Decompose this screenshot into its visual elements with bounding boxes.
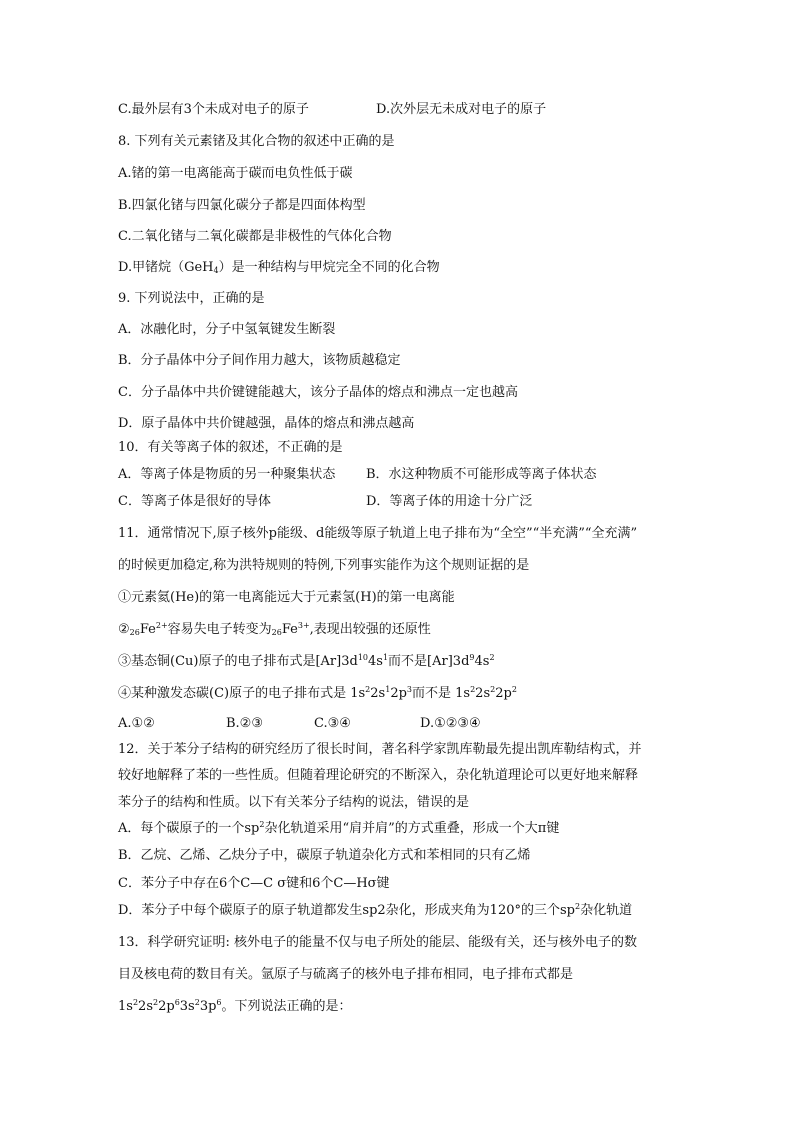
q12-option-c: C．苯分子中存在6个C—C σ键和6个C—Hσ键: [118, 876, 390, 891]
q13-stem-line1: 13．科学研究证明: 核外电子的能量不仅与电子所处的能层、能级有关，还与核外电子的数: [118, 935, 638, 950]
q11-stem-line2: 的时候更加稳定,称为洪特规则的特例,下列事实能作为这个规则证据的是: [118, 558, 530, 573]
q9-option-c: C．分子晶体中共价键键能越大，该分子晶体的熔点和沸点一定也越高: [118, 385, 518, 400]
q10-option-b: B．水这种物质不可能形成等离子体状态: [366, 467, 597, 482]
q11-stem-line1: 11．通常情况下,原子核外p能级、d能级等原子轨道上电子排布为“全空”“半充满”“全充满”: [118, 526, 638, 541]
q11-item-2: $②_{26}Fe^{2+}$容易失电子转变为$_{26}Fe^{3+}$,表现出较强的还原性: [118, 621, 431, 637]
q8-option-c: C.二氧化锗与二氧化碳都是非极性的气体化合物: [118, 229, 392, 244]
q8-option-a: A.锗的第一电离能高于碳而电负性低于碳: [118, 166, 353, 181]
q12-option-d: D．苯分子中每个碳原子的原子轨道都发生sp2杂化，形成夹角为120°的三个$sp^2$杂化轨道: [118, 902, 633, 918]
q9-option-d: D．原子晶体中共价键越强，晶体的熔点和沸点越高: [118, 416, 415, 431]
q9-option-a: A．冰融化时，分子中氢氧键发生断裂: [118, 322, 336, 337]
q11-item-1: ①元素氦(He)的第一电离能远大于元素氢(H)的第一电离能: [118, 590, 455, 605]
q8-stem: 8. 下列有关元素锗及其化合物的叙述中正确的是: [118, 134, 395, 149]
q11-options: [118, 714, 481, 734]
q10-option-a: A．等离子体是物质的另一种聚集状态: [118, 467, 336, 482]
q12-option-a: A．每个碳原子的一个$sp^2$杂化轨道采用“肩并肩”的方式重叠，形成一个大π键: [118, 820, 560, 836]
q11-option-c: C.③④: [314, 716, 351, 731]
q7-option-c: C.最外层有3个未成对电子的原子: [118, 102, 309, 117]
q8-option-b: B.四氯化锗与四氯化碳分子都是四面体构型: [118, 198, 366, 213]
q12-stem-line3: 苯分子的结构和性质。以下有关苯分子结构的说法，错误的是: [118, 795, 470, 810]
q10-options-cd: [118, 492, 533, 512]
q9-stem: 9. 下列说法中，正确的是: [118, 291, 265, 306]
q7-option-d: D.次外层无未成对电子的原子: [376, 102, 547, 117]
q11-item-4: ④某种激发态碳(C)原子的电子排布式是 $1s^22s^12p^3$而不是 $1s^22s^22p^2$: [118, 685, 517, 701]
q13-stem-line3: $1s^22s^22p^63s^23p^6$。下列说法正确的是：: [118, 998, 352, 1014]
q13-stem-line2: 目及核电荷的数目有关。氩原子与硫离子的核外电子排布相同，电子排布式都是: [118, 967, 574, 982]
q9-option-b: B．分子晶体中分子间作用力越大，该物质越稳定: [118, 353, 401, 368]
q12-option-b: B．乙烷、乙烯、乙炔分子中，碳原子轨道杂化方式和苯相同的只有乙烯: [118, 848, 531, 863]
q10-options-ab: [118, 465, 597, 485]
q7-options-cd: [118, 100, 547, 120]
q10-option-d: D．等离子体的用途十分广泛: [366, 494, 533, 509]
q11-option-d: D.①②③④: [420, 716, 481, 731]
q11-option-a: A.①②: [118, 716, 155, 731]
q10-stem: 10．有关等离子体的叙述，不正确的是: [118, 440, 343, 455]
q10-option-c: C．等离子体是很好的导体: [118, 494, 271, 509]
q11-item-3: ③基态铜(Cu)原子的电子排布式是$[Ar]3d^{10}4s^1$而不是$[Ar]3d^94s^2$: [118, 653, 495, 669]
q11-option-b: B.②③: [226, 716, 263, 731]
q12-stem-line1: 12．关于苯分子结构的研究经历了很长时间，著名科学家凯库勒最先提出凯库勒结构式，并: [118, 742, 642, 757]
q12-stem-line2: 较好地解释了苯的一些性质。但随着理论研究的不断深入，杂化轨道理论可以更好地来解释: [118, 768, 639, 783]
q8-option-d: D.甲锗烷（GeH$_4$）是一种结构与甲烷完全不同的化合物: [118, 260, 440, 275]
